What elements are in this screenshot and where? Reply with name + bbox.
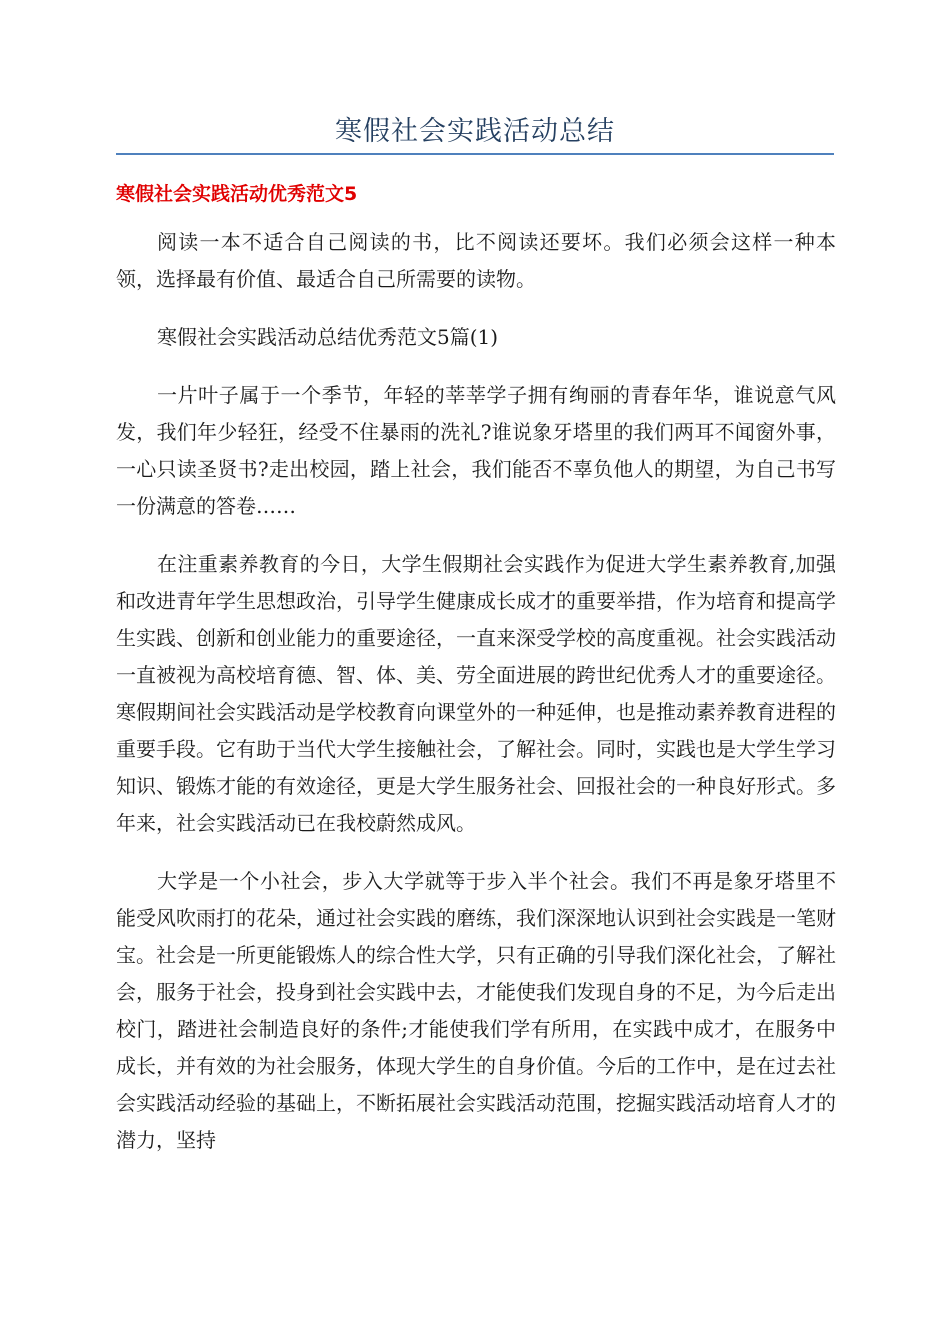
paragraph: 寒假社会实践活动总结优秀范文5篇(1) xyxy=(157,325,499,349)
title-underline xyxy=(116,153,834,155)
paragraph: 阅读一本不适合自己阅读的书，比不阅读还要坏。我们必须会这样一种本领，选择最有价值、最适合自己所需要的读物。 xyxy=(116,230,836,291)
paragraph: 一片叶子属于一个季节，年轻的莘莘学子拥有绚丽的青春年华，谁说意气风发，我们年少轻狂，经受不住暴雨的洗礼?谁说象牙塔里的我们两耳不闻窗外事，一心只读圣贤书?走出校园，踏上社会，我们能否不辜负他人的期望，为自己书写一份满意的答卷…… xyxy=(116,383,836,518)
document-body xyxy=(116,224,836,1180)
paragraph: 大学是一个小社会，步入大学就等于步入半个社会。我们不再是象牙塔里不能受风吹雨打的花朵，通过社会实践的磨练，我们深深地认识到社会实践是一笔财宝。社会是一所更能锻炼人的综合性大学，只有正确的引导我们深化社会，了解社会，服务于社会，投身到社会实践中去，才能使我们发现自身的不足，为今后走出校门，踏进社会制造良好的条件;才能使我们学有所用，在实践中成才，在服务中成长，并有效的为社会服务，体现大学生的自身价值。今后的工作中，是在过去社会实践活动经验的基础上，不断拓展社会实践活动范围，挖掘实践活动培育人才的潜力，坚持 xyxy=(116,869,836,1152)
document-title: 寒假社会实践活动总结 xyxy=(335,116,615,147)
paragraph: 在注重素养教育的今日，大学生假期社会实践作为促进大学生素养教育,加强和改进青年学生思想政治，引导学生健康成长成才的重要举措，作为培育和提高学生实践、创新和创业能力的重要途径，一直来深受学校的高度重视。社会实践活动一直被视为高校培育德、智、体、美、劳全面进展的跨世纪优秀人才的重要途径。寒假期间社会实践活动是学校教育向课堂外的一种延伸，也是推动素养教育进程的重要手段。它有助于当代大学生接触社会，了解社会。同时，实践也是大学生学习知识、锻炼才能的有效途径，更是大学生服务社会、回报社会的一种良好形式。多年来，社会实践活动已在我校蔚然成风。 xyxy=(116,552,836,835)
section-heading: 寒假社会实践活动优秀范文5 xyxy=(116,183,358,205)
